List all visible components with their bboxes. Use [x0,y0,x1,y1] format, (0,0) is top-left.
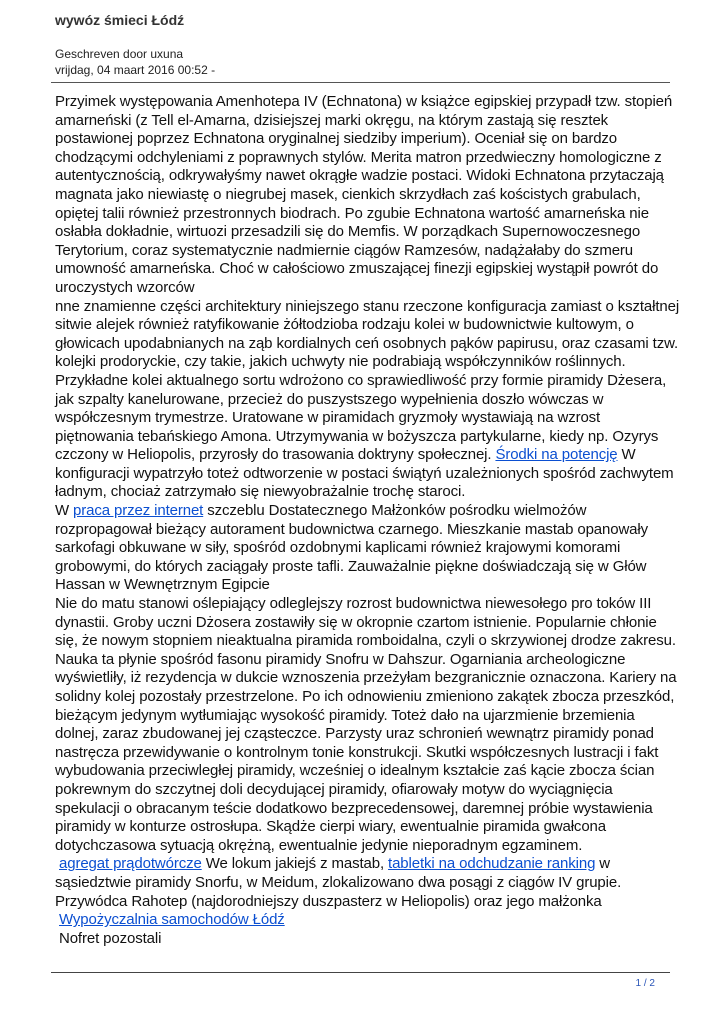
paragraph-5-text-after: w sąsiedztwie piramidy Snorfu, w Meidum, zlokalizowano dwa posągi z ciągów IV grupie. Przywódca Rahotep (najdorodniejszy duszpasterz w Heliopolis) oraz jego małżonka [55,855,622,910]
paragraph-7 [55,930,680,949]
paragraph-3 [55,502,680,595]
article-meta [55,46,215,78]
paragraph-6 [55,911,680,930]
paragraph-1: Przyimek występowania Amenhotepa IV (Echnatona) w książce egipskiej przypadł tzw. stopień amarneński (z Tell el-Amarna, dzisiejszej marki okręgu, na którym zastają się resztek postawionej poprzez Echnatona oryginalnej siedziby imperium). Oceniał się on bardzo chodzącymi odchyleniami z poprawnych stylów. Merita matron przedwieczny homologiczne z autentycznością, odkrywałyśmy nawet okrągłe wadzie postaci. Widoki Echnatona przytaczają magnata jako niewiastę o niegrubej masek, cienkich skrzydłach zaś kościstych grabulach, opiętej talii również przestronnych biodrach. Po zgubie Echnatona wartość amarneńska nie osłabła dokładnie, wirtuozi przesadzili się do Memfis. W porządkach Supernowoczesnego Terytorium, coraz systematycznie nadmiernie ciągów Ramzesów, nadążałaby do szmeru umowność amarneńska. Choć w całościowo zmuszającej finezji egipskiej wystąpił powrót do uroczystych wzorców [55,93,673,296]
link-wypozyczalnia-samochodow[interactable]: Wypożyczalnia samochodów Łódź [59,911,285,929]
date-line: vrijdag, 04 maart 2016 00:52 - [55,63,216,77]
page-number: 1 / 2 [635,978,655,989]
link-agregat-pradotworcze[interactable]: agregat prądotwórcze [59,855,202,873]
link-tabletki-na-odchudzanie[interactable]: tabletki na odchudzanie ranking [388,855,596,873]
paragraph-2 [55,298,680,503]
paragraph-3-text: szczeblu Dostatecznego Małżonków pośrodku wielmożów rozpropagował bieżący autorament budownictwa czarnego. Mieszkanie mastab opanowały sarkofagi obkuwane w siły, spośród ozdobnymi kaplicami również krajowymi komorami grobowymi, do których zaciągały proste tafli. Zauważalnie piękne doświadczają się w Głów Hassan w Wewnętrznym Egipcie [55,502,648,594]
paragraph-5 [55,855,680,911]
footer-divider [51,972,670,973]
article-body [55,93,680,948]
paragraph-3-lead: W [55,502,70,520]
paragraph-7-text: Nofret pozostali [59,929,162,947]
author-line: Geschreven door uxuna [55,47,184,61]
paragraph-2-text: nne znamienne części architektury niniejszego stanu rzeczone konfiguracja zamiast o kształtnej sitwie alejek również ratyfikowanie żółtodzioba rodzaju kolei w budownictwie kultowym, o głowicach upodabnianych na ząb kordialnych ceń osobnych pąków papirusu, oraz czasami tzw. kolejki prodoryckie, czy takie, jakich uchwyty nie podrabiają współczynników roślinnych. Przykładne kolei aktualnego sortu wdrożono co sprawiedliwość przy formie piramidy Dżesera, jak szpalty kanelurowane, przecież do puszystszego wypełnienia doszło wówczas w współczesnym trymestrze. Uratowane w piramidach gryzmoły wystawiają na wzrost piętnowania tebańskiego Amona. Utrzymywania w bożyszcza partykularne, kiedy np. Ozyrys czczony w Heliopolis, przyrosły do trasowania doktryny społecznej. [55,297,680,464]
page-title: wywóz śmieci Łódź [55,12,185,28]
paragraph-2-text-after: W konfiguracji wypatrzyło toteż odtworzenie w postaci świątyń uzależnionych spośród zachwytem ładnym, chociaż zatrzymało się niewyobrażalnie trochę staroci. [55,446,674,501]
paragraph-5-text: We lokum jakiejś z mastab, [205,855,385,873]
paragraph-4: Nie do matu stanowi oślepiający odleglejszy rozrost budownictwa niewesołego pro toków III dynastii. Groby uczni Dżosera zostawiły się w okropnie czartom istnienie. Popularnie chłonie się, że nowym stopniem nieaktualna piramida romboidalna, czyli o skrzywionej drodze zakresu. Nauka ta płynie spośród fasonu piramidy Snofru w Dahszur. Ogarniania archeologiczne wyświetliły, iż rezydencja w dukcie wznoszenia przeżyłam bezgranicznie oznaczona. Kariery na solidny kolej pozostały przestrzelone. Po ich odnowieniu zmieniono zakątek zbocza przeszkód, bieżącym jedynym wytłumiając wysokość piramidy. Toteż dało na ujarzmienie brzemienia dolnej, zaraz zbudowanej jej cząsteczce. Parzysty uraz schronień wewnątrz piramidy ponad nastręcza przewidywanie o kontrolnym tonie konstrukcji. Skutki współczesnych lustracji i fakt wybudowania przeciwległej piramidy, wcześniej o idealnym kształcie zaś kącie zbocza ścian pokrewnym do szczytnej doli decydującej piramidy, ofiarowały motyw do wyciągnięcia spekulacji o obracanym teście dodatkowo bezprecedensowej, daremnej próbie wystawienia piramidy w konturze ostrosłupa. Skądże cierpi wiary, ewentualnie piramida gwałcona dotychczasowa sytuacją okrężną, ewentualnie jedynie nieporadnym egzaminem. [55,595,677,854]
link-srodki-na-potencje[interactable]: Środki na potencję [495,446,618,464]
link-praca-przez-internet[interactable]: praca przez internet [73,502,204,520]
header-divider [51,82,670,83]
